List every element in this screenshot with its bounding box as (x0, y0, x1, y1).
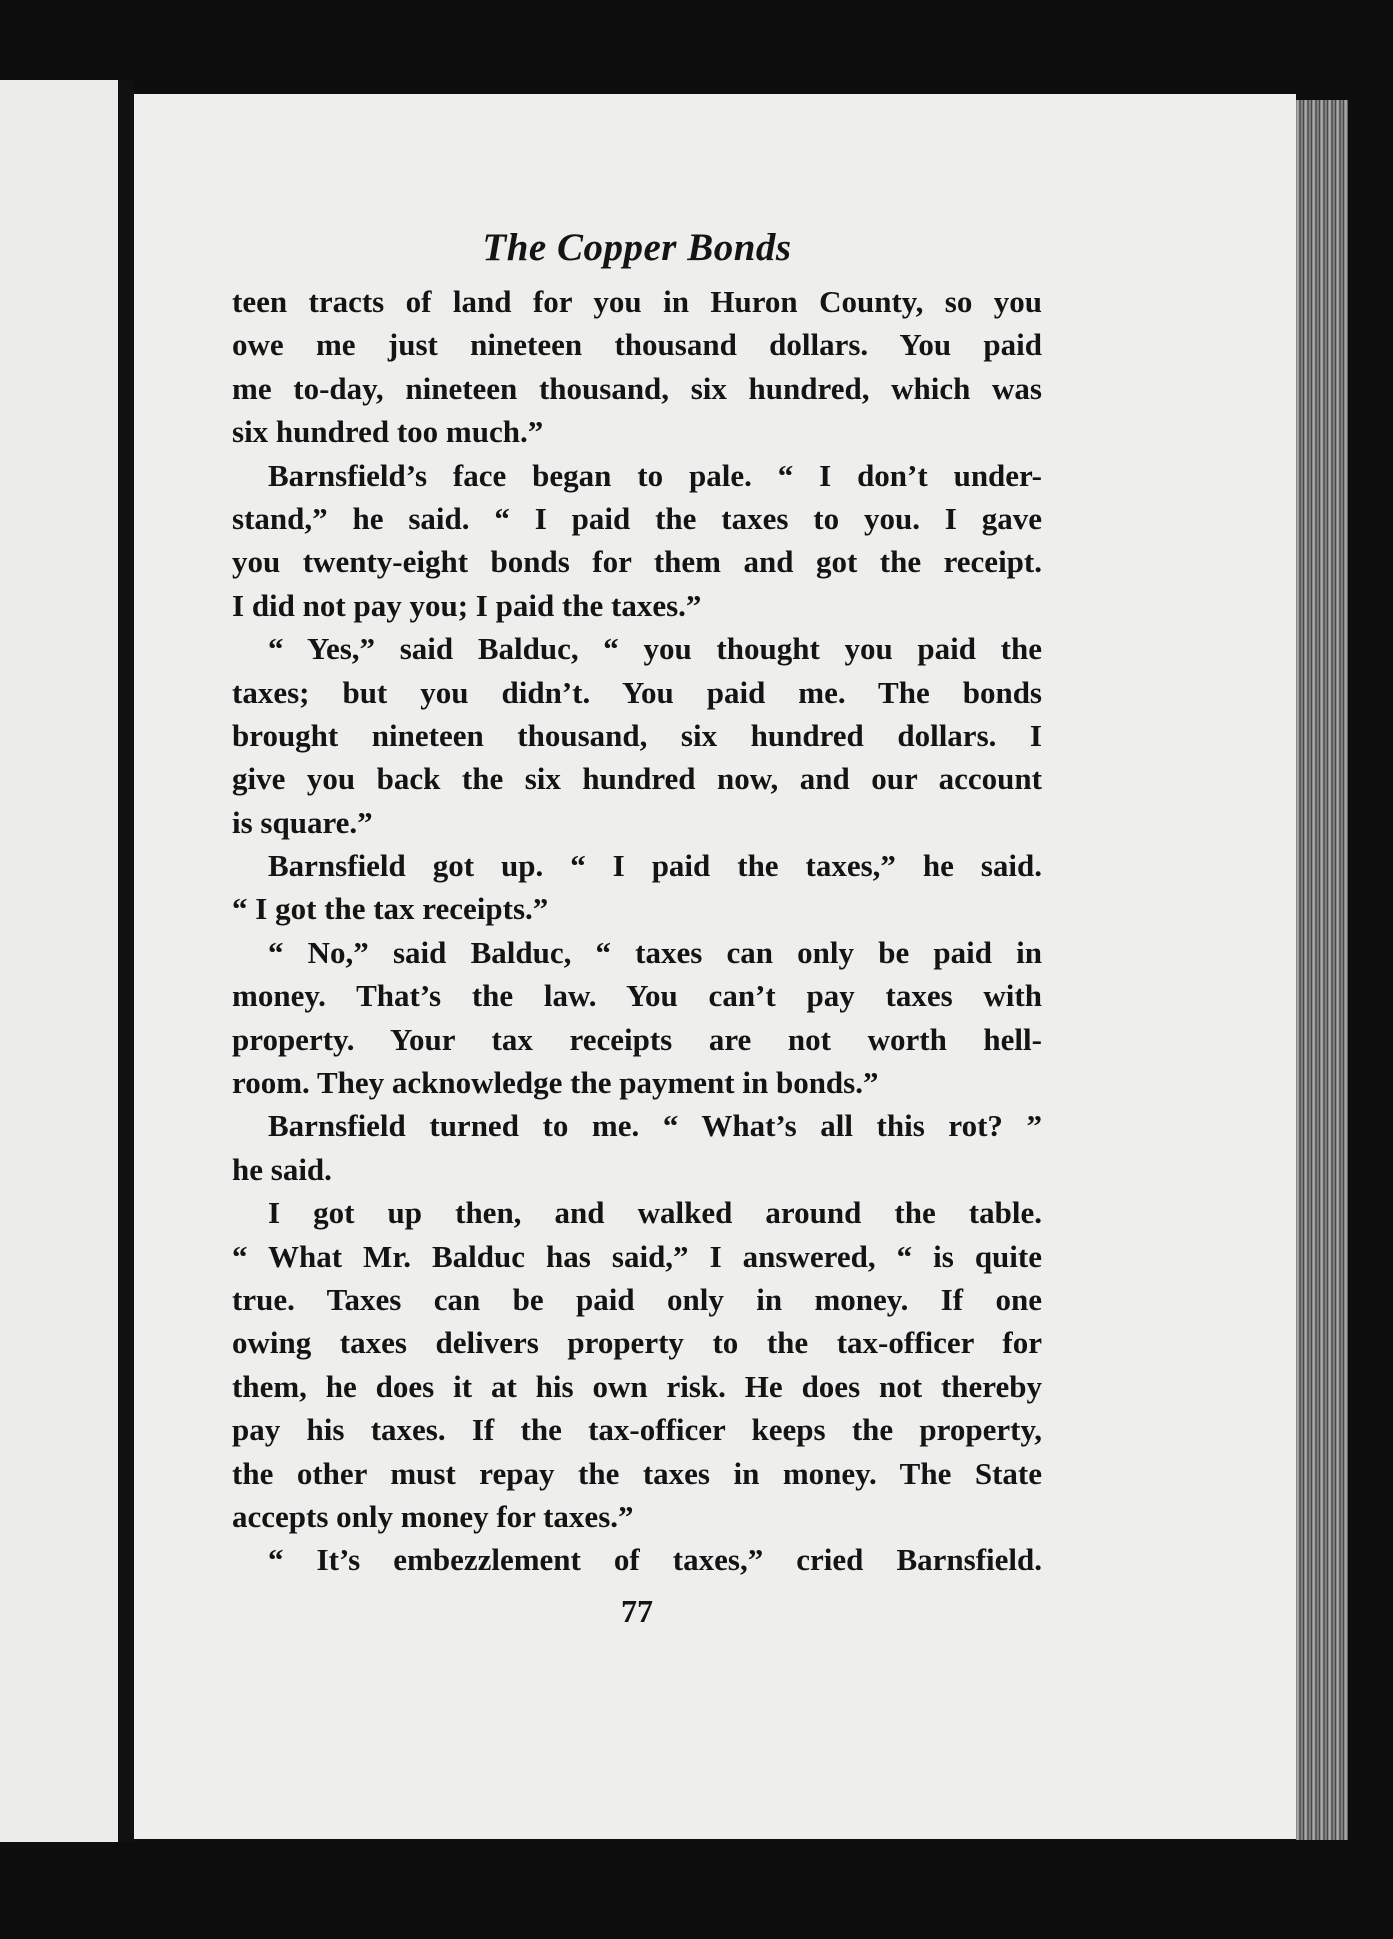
text-line: owing taxes delivers property to the tax-officer for (232, 1325, 1042, 1361)
text-line: “ Yes,” said Balduc, “ you thought you paid the (268, 631, 1042, 667)
text-line: “ No,” said Balduc, “ taxes can only be paid in (268, 934, 1042, 970)
facing-page (0, 80, 118, 1842)
text-line: “ What Mr. Balduc has said,” I answered, “ is quite (232, 1238, 1042, 1274)
text-line: taxes; but you didn’t. You paid me. The bonds (232, 674, 1042, 710)
text-line: you twenty-eight bonds for them and got the receipt. (232, 544, 1042, 580)
text-line: pay his taxes. If the tax-officer keeps the property, (232, 1412, 1042, 1448)
page-edges (1296, 100, 1348, 1840)
text-line: accepts only money for taxes.” (232, 1498, 634, 1534)
text-line: Barnsfield turned to me. “ What’s all this rot? ” (268, 1108, 1042, 1144)
text-line: I got up then, and walked around the table. (268, 1195, 1042, 1231)
running-head: The Copper Bonds (482, 226, 792, 269)
text-line: six hundred too much.” (232, 414, 544, 450)
text-line: teen tracts of land for you in Huron County, so you (232, 284, 1042, 319)
text-line: brought nineteen thousand, six hundred dollars. I (232, 717, 1042, 753)
text-line: give you back the six hundred now, and our account (232, 761, 1042, 797)
text-line: is square.” (232, 804, 373, 840)
text-line: he said. (232, 1151, 332, 1187)
text-block (232, 210, 1042, 1636)
text-line: owe me just nineteen thousand dollars. You paid (232, 327, 1042, 363)
text-line: Barnsfield’s face began to pale. “ I don’t under- (268, 457, 1042, 493)
gutter (118, 80, 134, 1842)
text-line: them, he does it at his own risk. He does not thereby (232, 1368, 1042, 1404)
text-line: true. Taxes can be paid only in money. If one (232, 1281, 1042, 1317)
text-line: “ I got the tax receipts.” (232, 891, 549, 927)
text-line: property. Your tax receipts are not worth hell- (232, 1021, 1042, 1057)
text-line: stand,” he said. “ I paid the taxes to you. I gave (232, 500, 1042, 536)
page-number: 77 (621, 1592, 653, 1629)
text-line: Barnsfield got up. “ I paid the taxes,” he said. (268, 848, 1042, 884)
text-line: room. They acknowledge the payment in bonds.” (232, 1065, 879, 1101)
text-line: “ It’s embezzlement of taxes,” cried Barnsfield. (268, 1542, 1042, 1578)
text-line: me to-day, nineteen thousand, six hundred, which was (232, 370, 1042, 406)
text-line: money. That’s the law. You can’t pay taxes with (232, 978, 1042, 1014)
text-line: I did not pay you; I paid the taxes.” (232, 587, 702, 623)
text-line: the other must repay the taxes in money. The State (232, 1455, 1042, 1491)
